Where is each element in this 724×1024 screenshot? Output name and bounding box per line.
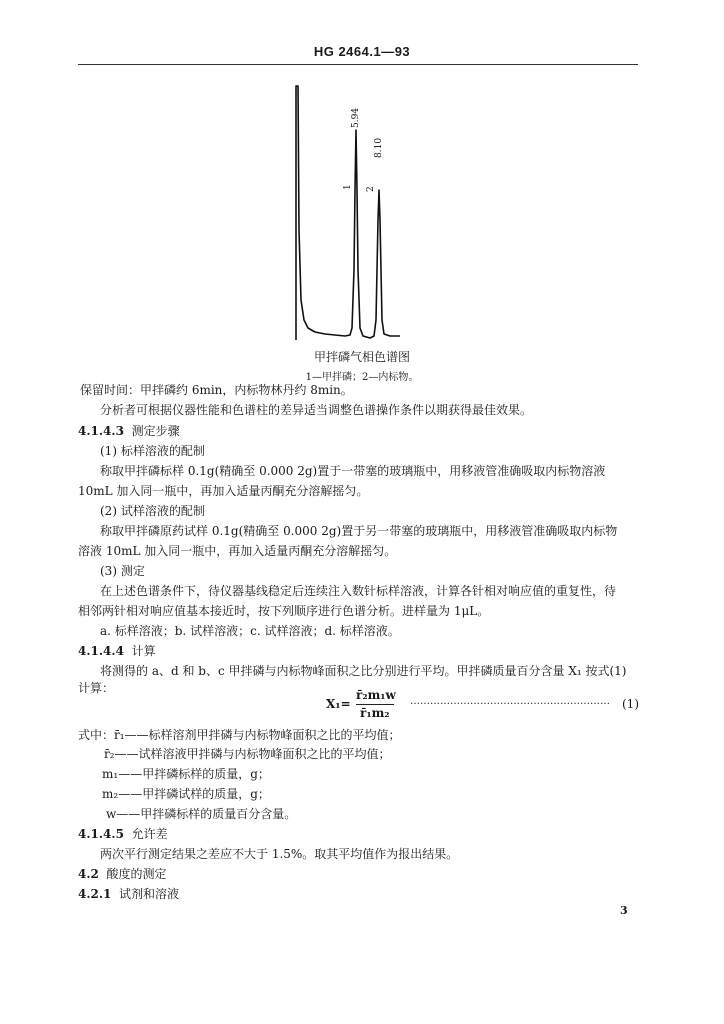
section-42-heading <box>78 866 167 882</box>
formula-denominator: r̄₁m₂ <box>360 706 390 720</box>
page-number: 3 <box>620 904 628 917</box>
subsection-1-heading: (1) 标样溶液的配制 <box>100 444 205 458</box>
peak1-label: 1 <box>343 184 353 190</box>
section-title: 允许差 <box>131 827 168 841</box>
section-number: 4.1.4.4 <box>78 644 124 658</box>
chromatogram-figure <box>270 70 440 350</box>
chromatogram-svg <box>270 70 440 350</box>
analysis-order-text: a. 标样溶液；b. 试样溶液；c. 试样溶液；d. 标样溶液。 <box>100 624 400 638</box>
section-title: 测定步骤 <box>131 424 180 438</box>
header-rule <box>78 64 638 65</box>
note-text: 分析者可根据仪器性能和色谱柱的差异适当调整色谱操作条件以期获得最佳效果。 <box>100 403 533 417</box>
section-4145-heading <box>78 826 168 842</box>
formula-number: (1) <box>622 697 639 711</box>
formula-leader-dots: …………………………………………………… <box>410 696 610 707</box>
formula-numerator: r̄₂m₁w <box>356 688 396 702</box>
section-title: 计算 <box>131 644 156 658</box>
section-title: 酸度的测定 <box>106 867 167 881</box>
section-number: 4.2 <box>78 867 99 881</box>
subsection-2-heading: (2) 试样溶液的配制 <box>100 504 205 518</box>
peak1-retention-time: 5.94 <box>351 107 361 128</box>
peak2-retention-time: 8.10 <box>374 137 384 158</box>
formula-lhs: X₁= <box>326 697 351 711</box>
formula-1 <box>0 688 724 724</box>
paragraph-line: 将测得的 a、d 和 b、c 甲拌磷与内标物峰面积之比分别进行平均。甲拌磷质量百分含量 X₁ 按式(1) <box>100 664 627 678</box>
variable-definition: r̄₂——试样溶液甲拌磷与内标物峰面积之比的平均值； <box>104 747 391 761</box>
variable-definition: 式中：r̄₁——标样溶剂甲拌磷与内标物峰面积之比的平均值； <box>78 728 401 742</box>
figure-caption-title: 甲拌磷气相色谱图 <box>313 350 410 364</box>
paragraph-line: 在上述色谱条件下，待仪器基线稳定后连续注入数针标样溶液，计算各针相对响应值的重复性，待 <box>100 584 617 598</box>
variable-definition: m₂——甲拌磷试样的质量，g； <box>102 787 270 801</box>
section-number: 4.2.1 <box>78 887 112 901</box>
variable-definition: w——甲拌磷标样的质量百分含量。 <box>106 807 297 821</box>
paragraph-line: 溶液 10mL 加入同一瓶中，再加入适量丙酮充分溶解摇匀。 <box>78 544 397 558</box>
section-title: 试剂和溶液 <box>119 887 180 901</box>
subsection-3-heading: (3) 测定 <box>100 564 145 578</box>
section-421-heading <box>78 886 179 902</box>
paragraph-line: 称取甲拌磷原药试样 0.1g(精确至 0.000 2g)置于另一带塞的玻璃瓶中，用移液管准确吸取内标物 <box>100 524 618 538</box>
fraction-bar <box>356 704 394 705</box>
figure-caption-legend: 1—甲拌磷；2—内标物。 <box>305 372 419 383</box>
section-number: 4.1.4.5 <box>78 827 124 841</box>
paragraph-line: 称取甲拌磷标样 0.1g(精确至 0.000 2g)置于一带塞的玻璃瓶中，用移液管准确吸取内标物溶液 <box>100 464 606 478</box>
chromatogram-trace <box>296 86 400 340</box>
retention-time-text: 保留时间：甲拌磷约 6min，内标物林丹约 8min。 <box>80 383 353 397</box>
tolerance-text: 两次平行测定结果之差应不大于 1.5%。取其平均值作为报出结果。 <box>100 847 459 861</box>
section-4143-heading <box>78 423 180 439</box>
section-number: 4.1.4.3 <box>78 424 124 438</box>
peak2-label: 2 <box>366 186 376 192</box>
paragraph-line: 计算： <box>78 681 115 695</box>
paragraph-line: 相邻两针相对响应值基本接近时，按下列顺序进行色谱分析。进样量为 1μL。 <box>78 604 490 618</box>
variable-definition: m₁——甲拌磷标样的质量，g； <box>102 767 270 781</box>
section-4144-heading <box>78 643 156 659</box>
paragraph-line: 10mL 加入同一瓶中，再加入适量丙酮充分溶解摇匀。 <box>78 484 369 498</box>
document-header: HG 2464.1—93 <box>313 44 411 59</box>
